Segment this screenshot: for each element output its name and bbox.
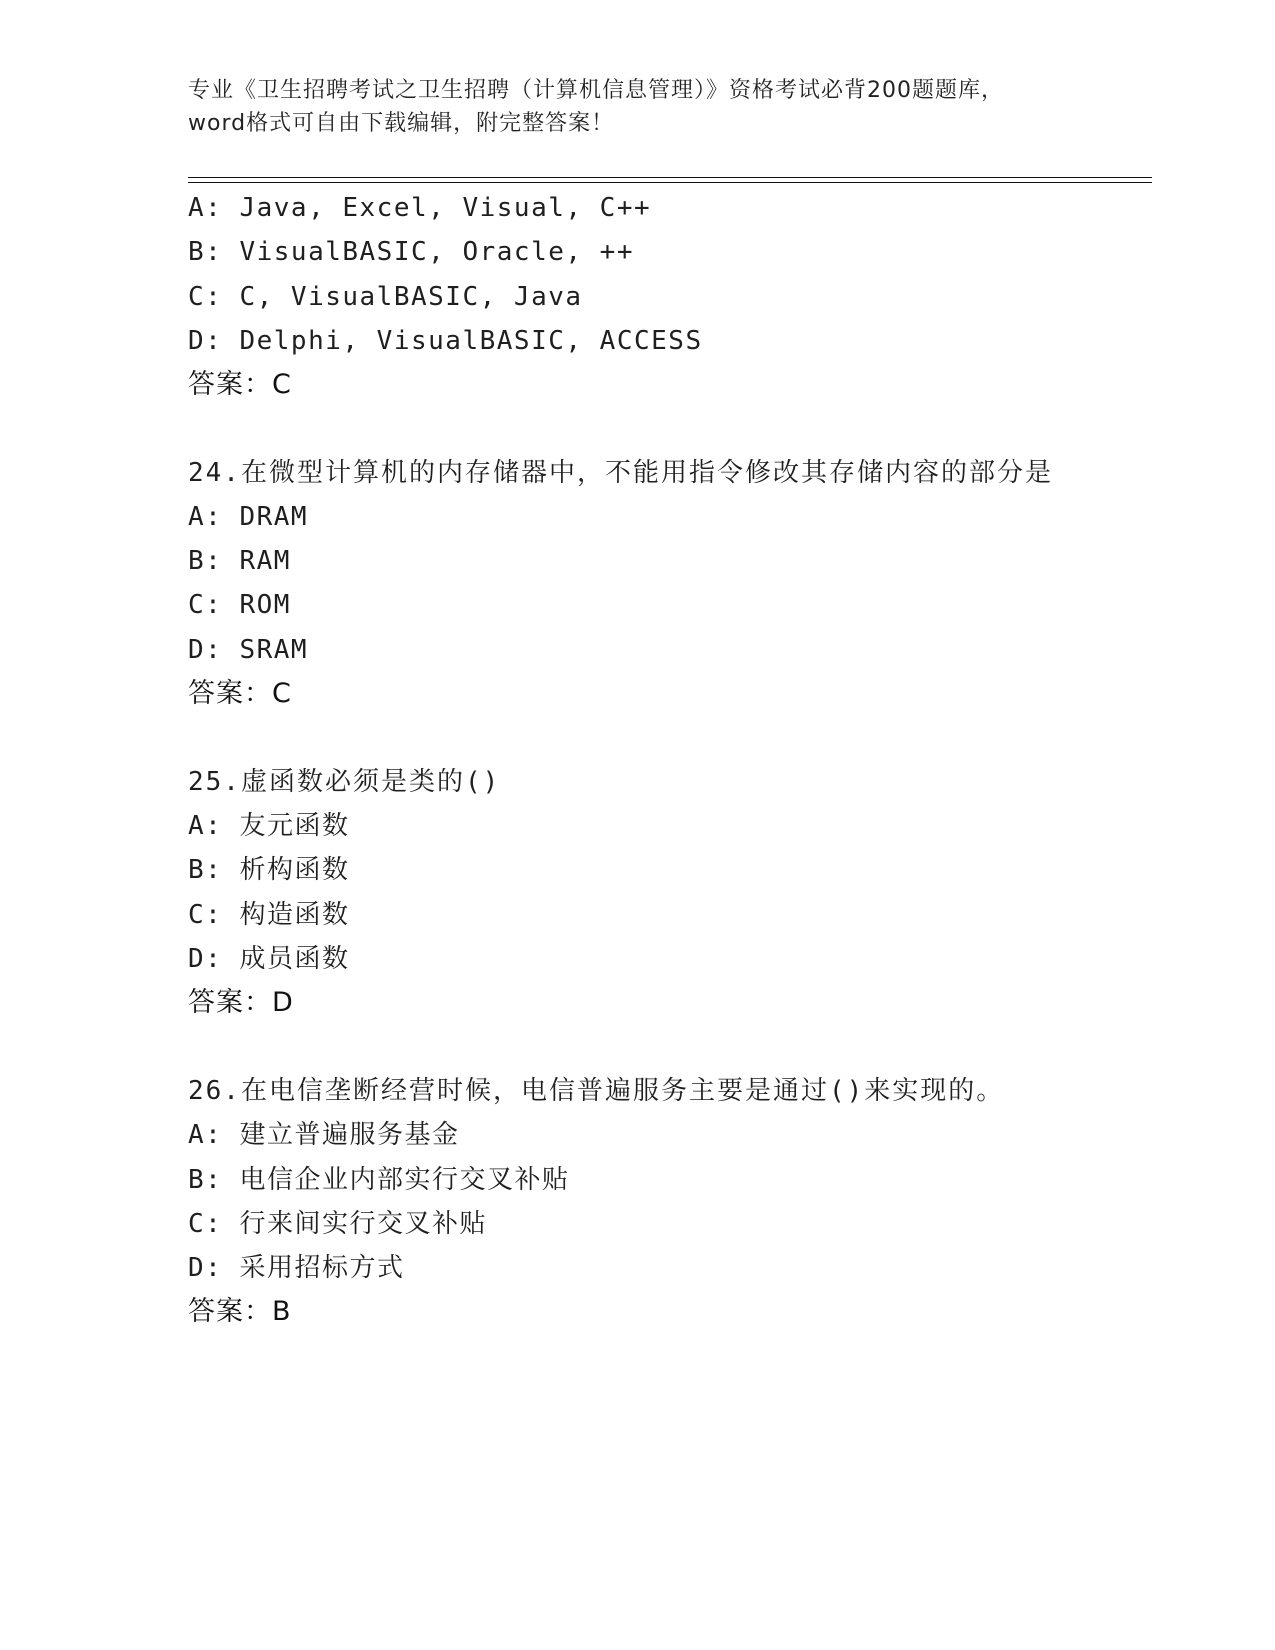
header-divider-top (188, 177, 1152, 178)
q24-option-b: B: RAM (188, 546, 291, 576)
q26-question: 26.在电信垄断经营时候，电信普遍服务主要是通过()来实现的。 (188, 1076, 1005, 1106)
q25-option-c: C: 构造函数 (188, 900, 350, 930)
q26-option-a: A: 建立普遍服务基金 (188, 1120, 460, 1150)
q24-answer: 答案：C (188, 678, 292, 709)
q24-option-c: C: ROM (188, 590, 291, 620)
q25-option-b: B: 析构函数 (188, 855, 350, 885)
q24-option-a: A: DRAM (188, 502, 309, 532)
document-header (188, 74, 1088, 140)
q23-option-d: D: Delphi, VisualBASIC, ACCESS (188, 326, 703, 356)
q23-option-b: B: VisualBASIC, Oracle, ++ (188, 237, 634, 267)
q25-option-d: D: 成员函数 (188, 944, 350, 974)
header-title-line-1: 专业《卫生招聘考试之卫生招聘（计算机信息管理）》资格考试必背200题题库， (188, 78, 1004, 103)
header-divider-bottom (188, 182, 1152, 183)
q23-option-c: C: C, VisualBASIC, Java (188, 282, 583, 312)
q26-option-d: D: 采用招标方式 (188, 1253, 405, 1283)
q24-option-d: D: SRAM (188, 635, 309, 665)
header-title-line-2: word格式可自由下载编辑，附完整答案！ (188, 111, 615, 136)
q26-answer: 答案：B (188, 1296, 292, 1327)
q25-answer: 答案：D (188, 987, 294, 1018)
q25-option-a: A: 友元函数 (188, 811, 350, 841)
q24-question: 24.在微型计算机的内存储器中，不能用指令修改其存储内容的部分是 (188, 458, 1053, 488)
q26-option-b: B: 电信企业内部实行交叉补贴 (188, 1165, 570, 1195)
q26-option-c: C: 行来间实行交叉补贴 (188, 1209, 487, 1239)
q23-answer: 答案：C (188, 369, 292, 400)
q23-option-a: A: Java, Excel, Visual, C++ (188, 193, 652, 223)
q25-question: 25.虚函数必须是类的() (188, 767, 501, 797)
